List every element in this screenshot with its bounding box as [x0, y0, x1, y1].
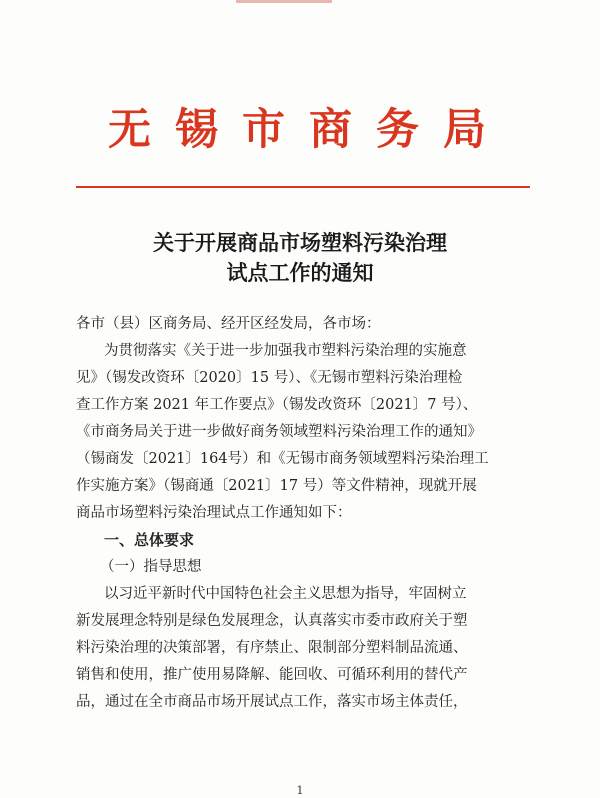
red-divider-line: [76, 186, 530, 188]
body-line-4: 《市商务局关于进一步做好商务领域塑料污染治理工作的通知》: [76, 424, 482, 440]
guiding-line-1: 以习近平新时代中国特色社会主义思想为指导，牢固树立: [104, 586, 467, 602]
document-title-line-1: 关于开展商品市场塑料污染治理: [153, 230, 447, 255]
body-line-6: 作实施方案》（锡商通〔2021〕17 号）等文件精神，现就开展: [76, 478, 477, 494]
guiding-line-2: 新发展理念特别是绿色发展理念，认真落实市委市政府关于塑: [76, 613, 468, 629]
body-line-5: （锡商发〔2021〕164号）和《无锡市商务领域塑料污染治理工: [76, 451, 489, 467]
agency-header: 无锡市商务局: [108, 105, 510, 155]
guiding-line-4: 销售和使用，推广使用易降解、能回收、可循环利用的替代产: [76, 667, 468, 683]
body-line-2: 见》（锡发改资环〔2020〕15 号）、《无锡市塑料污染治理检: [76, 370, 463, 386]
document-title-line-2: 试点工作的通知: [226, 260, 374, 285]
body-line-7: 商品市场塑料污染治理试点工作通知如下：: [76, 505, 352, 521]
recipients-line: 各市（县）区商务局、经开区经发局，各市场：: [76, 316, 381, 332]
top-edge-mark: [236, 0, 332, 3]
guiding-line-5: 品，通过在全市商品市场开展试点工作，落实市场主体责任，: [76, 694, 468, 710]
subsection-heading-1: （一）指导思想: [100, 559, 202, 575]
guiding-line-3: 料污染治理的决策部署，有序禁止、限制部分塑料制品流通、: [76, 640, 468, 656]
body-line-1: 为贯彻落实《关于进一步加强我市塑料污染治理的实施意: [104, 343, 467, 359]
page-number: 1: [296, 784, 304, 797]
body-line-3: 查工作方案 2021 年工作要点》（锡发改资环〔2021〕7 号）、: [76, 397, 478, 413]
section-heading-1: 一、总体要求: [104, 531, 195, 549]
